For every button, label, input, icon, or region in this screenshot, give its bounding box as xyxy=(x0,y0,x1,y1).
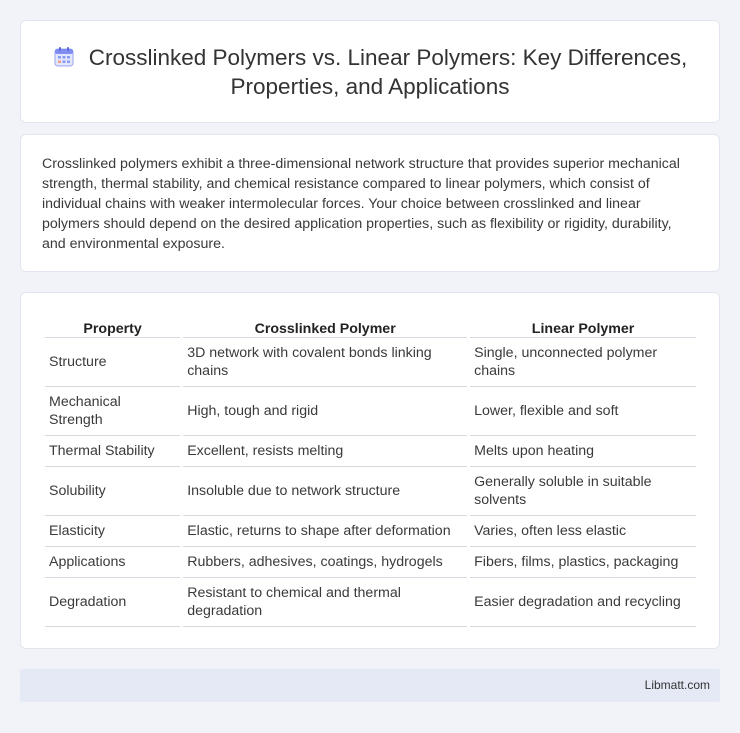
cell-crosslinked: Excellent, resists melting xyxy=(183,436,467,467)
cell-linear: Single, unconnected polymer chains xyxy=(470,338,696,387)
cell-crosslinked: Elastic, returns to shape after deformation xyxy=(183,516,467,547)
summary-card xyxy=(20,134,720,272)
table-header-row xyxy=(45,316,696,338)
cell-linear: Melts upon heating xyxy=(470,436,696,467)
table-row xyxy=(45,516,696,547)
cell-crosslinked: Resistant to chemical and thermal degradation xyxy=(183,578,467,627)
page-title-wrap xyxy=(21,43,719,101)
cell-linear: Fibers, films, plastics, packaging xyxy=(470,547,696,578)
footer-brand-link[interactable]: Libmatt.com xyxy=(644,678,710,692)
table-row xyxy=(45,436,696,467)
cell-property: Elasticity xyxy=(45,516,180,547)
cell-linear: Lower, flexible and soft xyxy=(470,387,696,436)
cell-property: Applications xyxy=(45,547,180,578)
cell-linear: Generally soluble in suitable solvents xyxy=(470,467,696,516)
table-row xyxy=(45,387,696,436)
table-row xyxy=(45,547,696,578)
cell-property: Degradation xyxy=(45,578,180,627)
footer-bar xyxy=(20,669,720,702)
summary-paragraph: Crosslinked polymers exhibit a three-dimensional network structure that provides superior mechanical strength, thermal stability, and chemical resistance compared to linear polymers, which consist of individual chains with weaker intermolecular forces. Your choice between crosslinked and linear polymers should depend on the desired application properties, such as flexibility or rigidity, durability, and environmental exposure. xyxy=(42,156,680,252)
header-property: Property xyxy=(45,316,180,338)
page-title: Crosslinked Polymers vs. Linear Polymers: Key Differences, Properties, and Applications xyxy=(88,45,688,99)
title-card xyxy=(20,20,720,123)
cell-property: Structure xyxy=(45,338,180,387)
header-crosslinked: Crosslinked Polymer xyxy=(183,316,467,338)
cell-linear: Easier degradation and recycling xyxy=(470,578,696,627)
calendar-icon xyxy=(53,46,75,68)
comparison-table xyxy=(42,316,699,627)
header-linear: Linear Polymer xyxy=(470,316,696,338)
comparison-card xyxy=(20,292,720,649)
table-row xyxy=(45,578,696,627)
cell-property: Solubility xyxy=(45,467,180,516)
cell-linear: Varies, often less elastic xyxy=(470,516,696,547)
cell-crosslinked: High, tough and rigid xyxy=(183,387,467,436)
cell-crosslinked: Rubbers, adhesives, coatings, hydrogels xyxy=(183,547,467,578)
cell-property: Thermal Stability xyxy=(45,436,180,467)
cell-property: Mechanical Strength xyxy=(45,387,180,436)
cell-crosslinked: 3D network with covalent bonds linking chains xyxy=(183,338,467,387)
table-row xyxy=(45,467,696,516)
cell-crosslinked: Insoluble due to network structure xyxy=(183,467,467,516)
table-row xyxy=(45,338,696,387)
